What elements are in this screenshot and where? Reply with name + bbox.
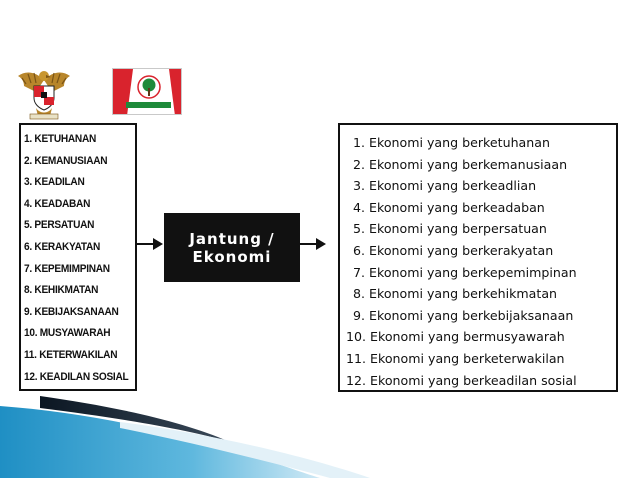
decorative-swoosh xyxy=(0,392,638,478)
garuda-emblem-icon xyxy=(16,66,72,120)
arrow-right-icon xyxy=(137,236,165,252)
list-item: 1. Ekonomi yang berketuhanan xyxy=(353,135,550,150)
list-item: 5. Ekonomi yang berpersatuan xyxy=(353,221,547,237)
list-item: 3. KEADILAN xyxy=(24,176,85,189)
list-item: 8. KEHIKMATAN xyxy=(24,284,99,297)
list-item: 1. KETUHANAN xyxy=(24,133,97,145)
center-concept-box xyxy=(164,213,300,282)
list-item: 4. Ekonomi yang berkeadaban xyxy=(353,199,545,215)
list-item: 2. Ekonomi yang berkemanusiaan xyxy=(353,156,568,172)
list-item: 9. Ekonomi yang berkebijaksanaan xyxy=(353,307,574,323)
arrow-right-icon xyxy=(300,236,328,252)
list-item: 8. Ekonomi yang berkehikmatan xyxy=(353,286,558,302)
organization-flag-logo xyxy=(112,68,182,115)
list-item: 10. Ekonomi yang bermusyawarah xyxy=(346,329,565,345)
list-item: 7. Ekonomi yang berkepemimpinan xyxy=(353,264,577,280)
center-title-line2: Ekonomi xyxy=(192,247,272,266)
list-item: 6. Ekonomi yang berkerakyatan xyxy=(353,242,554,258)
list-item: 9. KEBIJAKSANAAN xyxy=(24,305,119,318)
list-item: 10. MUSYAWARAH xyxy=(24,327,111,340)
list-item: 6. KERAKYATAN xyxy=(24,240,101,253)
center-title-line1: Jantung / xyxy=(189,229,275,248)
list-item: 4. KEADABAN xyxy=(24,197,91,210)
pancasila-values-list xyxy=(19,123,137,391)
list-item: 5. PERSATUAN xyxy=(24,219,95,232)
list-item: 3. Ekonomi yang berkeadlian xyxy=(353,178,537,194)
list-item: 11. Ekonomi yang berketerwakilan xyxy=(346,350,565,366)
list-item: 2. KEMANUSIAAN xyxy=(24,154,108,167)
list-item: 12. KEADILAN SOSIAL xyxy=(24,370,129,383)
list-item: 11. KETERWAKILAN xyxy=(24,348,118,361)
list-item: 7. KEPEMIMPINAN xyxy=(24,262,110,275)
list-item: 12. Ekonomi yang berkeadilan sosial xyxy=(346,372,577,388)
economy-values-list xyxy=(338,123,618,392)
